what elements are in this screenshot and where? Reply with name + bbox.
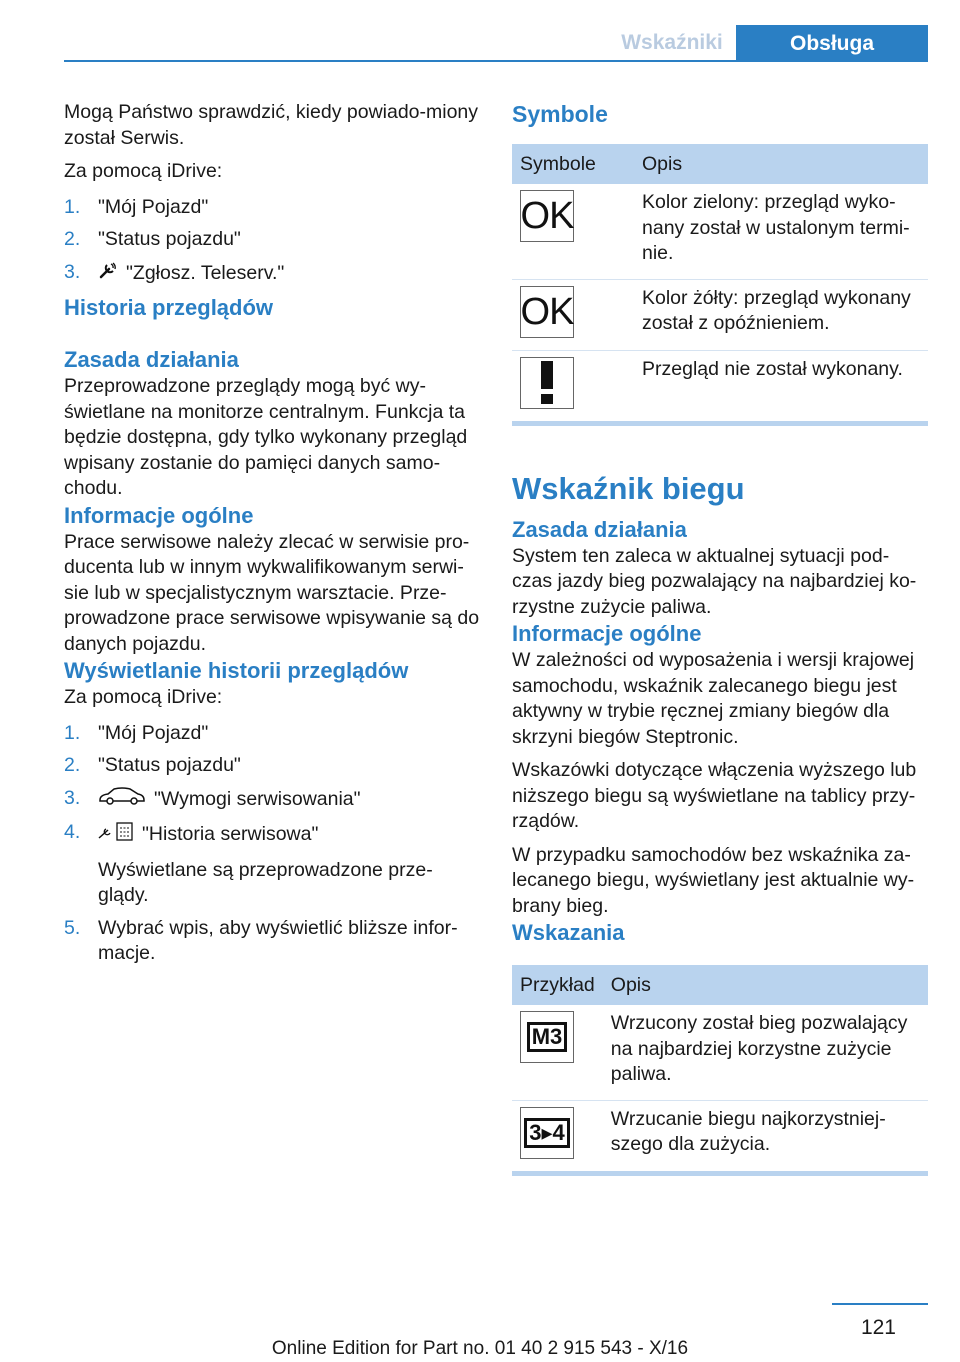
step-number: 3. xyxy=(64,260,81,283)
heading-zasada-2: Zasada działania xyxy=(512,516,687,542)
step-subtext: Wyświetlane są przeprowadzone prze-glądy. xyxy=(98,858,433,906)
ok-yellow-symbol: OK xyxy=(520,286,574,338)
table-cell: Wrzucony został bieg pozwalający na najbardziej korzystne zużycie paliwa. xyxy=(603,1005,928,1100)
table-cell: Przegląd nie został wykonany. xyxy=(642,357,903,380)
list-item xyxy=(64,195,480,221)
table-cell: Wrzucanie biegu najkorzystniej-szego dla zużycia. xyxy=(610,1107,886,1155)
step-text: "Historia serwisowa" xyxy=(142,822,319,845)
zasada-paragraph-2: System ten zaleca w aktualnej sytuacji pod-czas jazdy bieg pozwalający na najbardziej ko-rzystne zużycie paliwa. xyxy=(512,544,917,618)
heading-informacje-2: Informacje ogólne xyxy=(512,621,702,646)
step-number: 2. xyxy=(64,228,81,250)
header-tab-wskazniki[interactable]: Wskaźniki xyxy=(621,31,723,54)
header-tab-obsluga[interactable]: Obsługa xyxy=(736,25,928,62)
footer-rule xyxy=(832,1303,928,1305)
step-text: Wybrać wpis, aby wyświetlić bliższe infor-macje. xyxy=(98,916,458,964)
steps-list-2 xyxy=(64,721,480,967)
idrive-intro-2: Za pomocą iDrive: xyxy=(64,686,223,708)
list-item xyxy=(64,820,480,909)
table-end-rule xyxy=(512,1171,928,1176)
step-text: "Wymogi serwisowania" xyxy=(154,787,361,810)
heading-zasada: Zasada działania xyxy=(64,347,239,372)
heading-wskazania: Wskazania xyxy=(512,920,625,945)
service-history-icon xyxy=(98,820,134,850)
list-item xyxy=(64,753,480,779)
table-row xyxy=(512,350,928,421)
heading-wskaznik-biegu: Wskaźnik biegu xyxy=(512,470,745,506)
footer-edition: Online Edition for Part no. 01 40 2 915 543 - X/16 xyxy=(271,1338,689,1359)
step-number: 1. xyxy=(64,195,81,218)
steps-list-1 xyxy=(64,195,480,288)
table-header-row xyxy=(512,144,928,184)
step-text: "Status pojazdu" xyxy=(98,228,241,250)
table-cell: Kolor żółty: przegląd wykonany został z opóźnieniem. xyxy=(634,279,928,350)
table-header-cell: Opis xyxy=(603,965,928,1005)
car-icon xyxy=(98,786,146,814)
symbols-table xyxy=(512,144,928,421)
step-text: "Status pojazdu" xyxy=(98,754,241,776)
step-number: 2. xyxy=(64,754,81,776)
list-item xyxy=(64,916,480,967)
gear-shift-symbol: 3▸4 xyxy=(520,1107,574,1159)
table-row xyxy=(512,1100,928,1171)
step-number: 3. xyxy=(64,786,81,809)
left-column xyxy=(64,100,480,974)
intro-paragraph: Mogą Państwo sprawdzić, kiedy powiado-miony został Serwis. xyxy=(64,101,479,149)
table-header-row xyxy=(512,965,928,1005)
zasada-paragraph: Przeprowadzone przeglądy mogą być wy-świetlane na monitorze centralnym. Funkcja ta będzie dostępna, gdy tylko wykonany przegląd wpisany zostanie do pamięci danych samo-chodu. xyxy=(64,375,468,499)
heading-wyswietlanie: Wyświetlanie historii przeglądów xyxy=(64,658,409,683)
list-item xyxy=(64,260,480,288)
gear-m3-symbol: M3 xyxy=(520,1011,574,1063)
step-text: "Mój Pojazd" xyxy=(98,721,209,744)
idrive-intro: Za pomocą iDrive: xyxy=(64,160,223,182)
informacje-paragraph: Prace serwisowe należy zlecać w serwisie pro-ducenta lub w innym wykwalifikowanym serwi-sie lub w specjalistycznym warsztacie. Prze-prowadzone prace serwisowe wpisywanie są do danych pojazdu. xyxy=(64,530,480,655)
wrench-icon xyxy=(98,260,118,288)
table-row xyxy=(512,184,928,279)
step-text: "Mój Pojazd" xyxy=(98,195,209,218)
list-item xyxy=(64,786,480,814)
info-paragraph-1: W zależności od wyposażenia i wersji krajowej samochodu, wskaźnik zalecanego biegu jest aktywny w trybie ręcznej zmiany biegów dla skrzyni biegów Steptronic. xyxy=(512,649,915,748)
step-text: "Zgłosz. Teleserv." xyxy=(126,261,285,284)
step-number: 1. xyxy=(64,721,81,744)
step-number: 4. xyxy=(64,821,81,843)
table-cell: Kolor zielony: przegląd wyko-nany został w ustalonym termi-nie. xyxy=(634,184,928,279)
step-number: 5. xyxy=(64,916,81,939)
table-header-cell: Opis xyxy=(634,144,928,184)
header-rule xyxy=(64,60,928,62)
table-header-cell: Przykład xyxy=(512,965,603,1005)
list-item xyxy=(64,227,480,253)
info-paragraph-2: Wskazówki dotyczące włączenia wyższego lub niższego biegu są wyświetlane na tablicy przy-rządów. xyxy=(512,759,917,832)
info-paragraph-3: W przypadku samochodów bez wskaźnika za-lecanego biegu, wyświetlany jest aktualnie wy-brany bieg. xyxy=(512,843,915,917)
table-row xyxy=(512,1005,928,1100)
ok-green-symbol: OK xyxy=(520,190,574,242)
table-row xyxy=(512,279,928,350)
page-number: 121 xyxy=(860,1316,896,1339)
exclamation-icon xyxy=(520,357,574,409)
heading-historia: Historia przeglądów xyxy=(64,295,274,320)
right-column xyxy=(512,100,928,1176)
list-item xyxy=(64,721,480,747)
gear-table xyxy=(512,965,928,1171)
table-end-rule xyxy=(512,421,928,426)
heading-symbole: Symbole xyxy=(512,101,608,127)
table-header-cell: Symbole xyxy=(512,144,634,184)
heading-informacje: Informacje ogólne xyxy=(64,502,254,528)
